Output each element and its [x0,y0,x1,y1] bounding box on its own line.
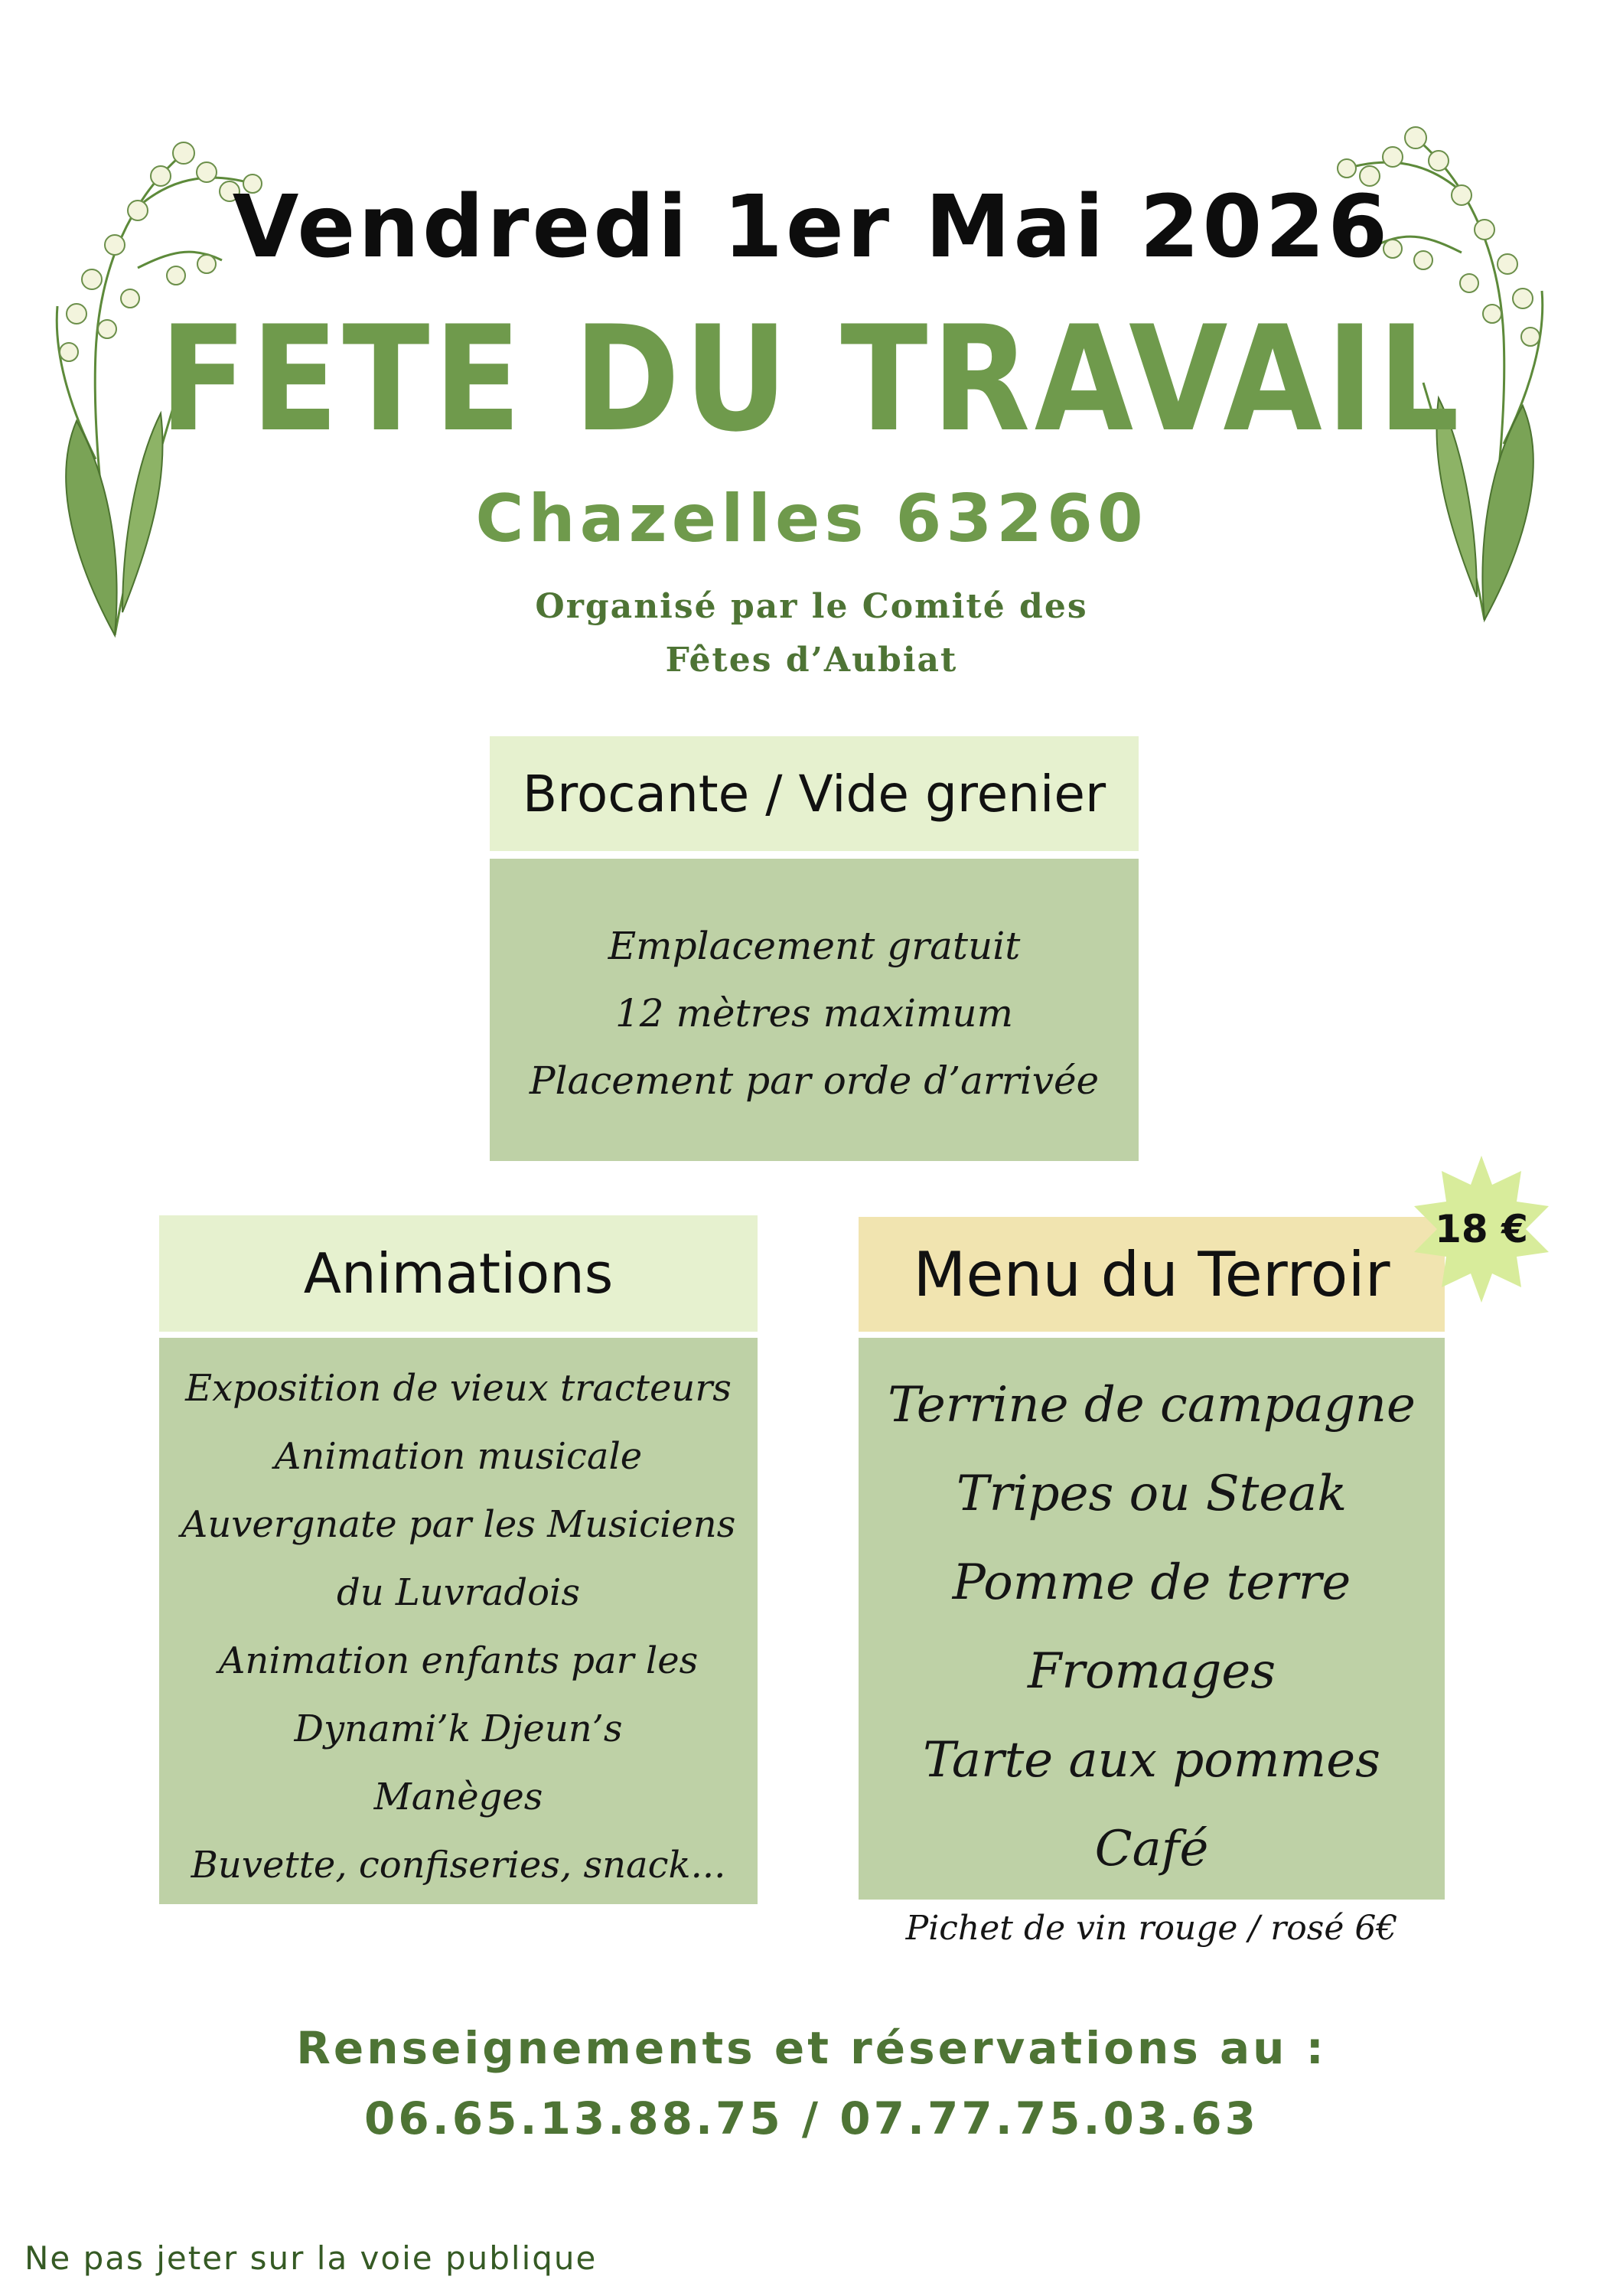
contact-phone-numbers: 06.65.13.88.75 / 07.77.75.03.63 [364,2092,1259,2144]
menu-price: 18 € [1435,1207,1528,1251]
animation-line: du Luvradois [337,1571,580,1614]
footer-note: Ne pas jeter sur la voie publique [24,2239,598,2277]
menu-item: Tripes ou Steak [956,1466,1348,1522]
menu-item: Fromages [1027,1643,1276,1700]
animation-line: Animation musicale [274,1435,643,1478]
menu-item: Café [1094,1821,1209,1877]
menu-item: Pomme de terre [952,1554,1351,1611]
contact-line-1: Renseignements et réservations au : [296,2022,1327,2074]
brocante-body [490,859,1139,1161]
organizer-line-1: Organisé par le Comité des [535,587,1088,626]
animation-line: Exposition de vieux tracteurs [185,1367,732,1410]
animation-line: Buvette, confiseries, snack... [191,1844,726,1887]
organizer-info [0,580,1623,687]
animation-line: Animation enfants par les [218,1639,699,1682]
brocante-header: Brocante / Vide grenier [490,736,1139,851]
wine-price-note: Pichet de vin rouge / rosé 6€ [905,1909,1398,1948]
animation-line: Dynami’k Djeun’s [294,1707,623,1750]
animation-line: Manèges [373,1776,543,1818]
menu-body [859,1338,1445,1900]
menu-item: Tarte aux pommes [923,1732,1380,1789]
animations-body [159,1338,758,1904]
organizer-line-2: Fêtes d’Aubiat [665,641,958,680]
menu-header: Menu du Terroir [859,1217,1445,1332]
brocante-line: 12 mètres maximum [614,991,1014,1035]
event-city: Chazelles 63260 [475,481,1148,557]
contact-info [0,2013,1623,2154]
animations-header: Animations [159,1215,758,1332]
menu-item: Terrine de campagne [888,1377,1416,1433]
event-title: FETE DU TRAVAIL [159,295,1464,464]
event-date: Vendredi 1er Mai 2026 [232,178,1391,277]
brocante-line: Emplacement gratuit [608,924,1021,968]
brocante-line: Placement par orde d’arrivée [529,1058,1100,1103]
animation-line: Auvergnate par les Musiciens [181,1503,736,1546]
